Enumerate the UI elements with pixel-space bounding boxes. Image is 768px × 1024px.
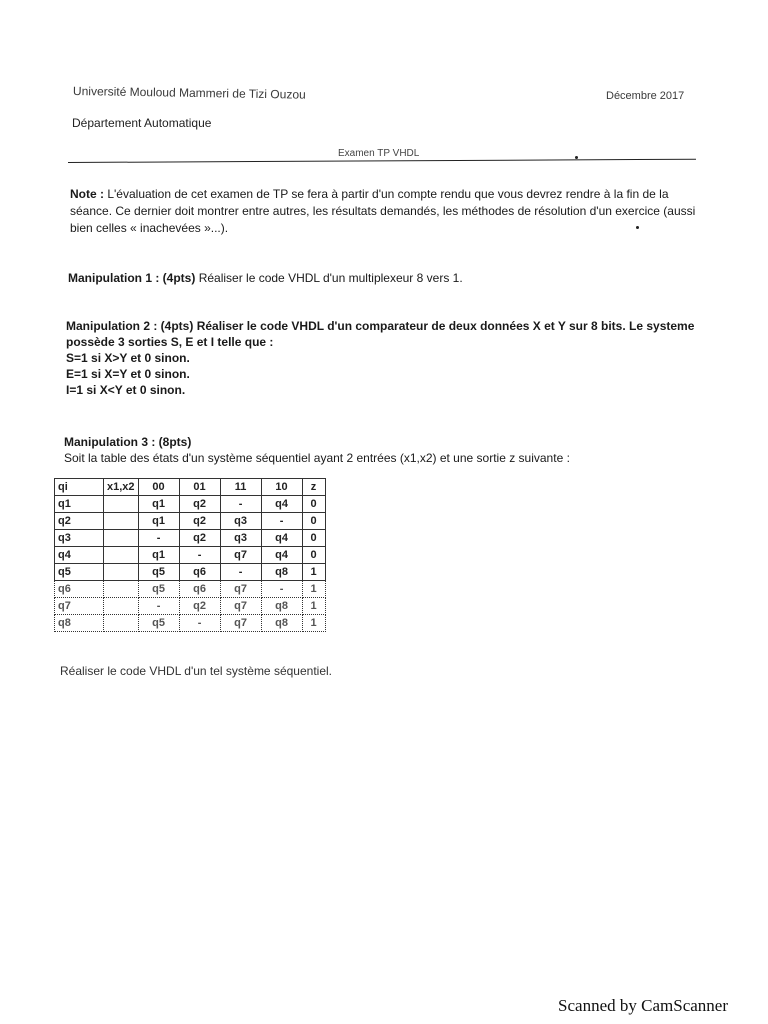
table-cell <box>104 598 139 615</box>
table-cell: q4 <box>261 530 302 547</box>
table-cell: 1 <box>302 581 325 598</box>
university-name: Université Mouloud Mammeri de Tizi Ouzou <box>72 84 306 102</box>
table-cell: - <box>261 513 302 530</box>
table-cell: q7 <box>55 598 104 615</box>
exam-date: Décembre 2017 <box>606 90 685 102</box>
manipulation-3 <box>64 434 704 466</box>
scan-speck <box>575 156 578 159</box>
table-cell: q2 <box>55 513 104 530</box>
table-cell: - <box>179 615 220 632</box>
manip2-conditions <box>66 350 706 398</box>
table-row <box>55 513 326 530</box>
department-name: Département Automatique <box>72 116 212 130</box>
table-cell: q6 <box>179 581 220 598</box>
header-cell: 11 <box>220 479 261 496</box>
table-cell <box>104 530 139 547</box>
header-divider <box>68 159 696 163</box>
table-cell: - <box>138 598 179 615</box>
manip3-text: Soit la table des états d'un système séquentiel ayant 2 entrées (x1,x2) et une sortie z suivante : <box>64 451 570 465</box>
manip2-label: Manipulation 2 : (4pts) <box>66 319 194 333</box>
table-row <box>55 598 326 615</box>
table-cell: q2 <box>179 598 220 615</box>
table-cell: q4 <box>261 547 302 564</box>
table-cell <box>104 513 139 530</box>
condition-line: I=1 si X<Y et 0 sinon. <box>66 383 186 397</box>
table-row <box>55 615 326 632</box>
table-cell: q6 <box>179 564 220 581</box>
exam-title: Examen TP VHDL <box>338 148 420 159</box>
table-cell: 0 <box>302 530 325 547</box>
table-cell: q1 <box>138 547 179 564</box>
table-cell: 0 <box>302 496 325 513</box>
manipulation-1 <box>68 270 698 286</box>
table-cell: - <box>261 581 302 598</box>
table-cell: q7 <box>220 615 261 632</box>
manip1-text: Réaliser le code VHDL d'un multiplexeur 8 vers 1. <box>198 271 463 285</box>
manip1-label: Manipulation 1 : (4pts) <box>68 271 196 285</box>
table-cell: q4 <box>55 547 104 564</box>
table-cell: q3 <box>55 530 104 547</box>
header-cell: 00 <box>138 479 179 496</box>
table-row <box>55 496 326 513</box>
header-cell: 01 <box>179 479 220 496</box>
table-cell: q7 <box>220 598 261 615</box>
table-cell: 0 <box>302 513 325 530</box>
table-header-row <box>55 479 326 496</box>
table-cell: q5 <box>138 581 179 598</box>
table-row <box>55 530 326 547</box>
table-cell <box>104 615 139 632</box>
manip3-label: Manipulation 3 : (8pts) <box>64 435 192 449</box>
table-cell: q4 <box>261 496 302 513</box>
table-cell: q8 <box>261 564 302 581</box>
note-label: Note : <box>70 187 104 201</box>
table-cell: - <box>179 547 220 564</box>
table-cell: q2 <box>179 513 220 530</box>
note-text: L'évaluation de cet examen de TP se fera à partir d'un compte rendu que vous devrez rendre à la fin de la séance. Ce dernier doit montrer entre autres, les résultats demandés, les méthodes de résolution d'un exercice (aussi bien celles « inachevées »...). <box>70 187 696 235</box>
header-cell: z <box>302 479 325 496</box>
table-cell: q2 <box>179 496 220 513</box>
table-cell <box>104 547 139 564</box>
table-cell: q7 <box>220 581 261 598</box>
table-cell: q8 <box>55 615 104 632</box>
condition-line: S=1 si X>Y et 0 sinon. <box>66 351 190 365</box>
manip2-text: Réaliser le code VHDL d'un comparateur de deux données X et Y sur 8 bits. Le systeme possède 3 sorties S, E et I telle que : <box>66 319 695 349</box>
table-cell: q3 <box>220 513 261 530</box>
table-cell: q5 <box>138 615 179 632</box>
note-paragraph <box>70 186 700 237</box>
table-cell <box>104 496 139 513</box>
table-cell: q5 <box>55 564 104 581</box>
table-cell: q2 <box>179 530 220 547</box>
header-cell: x1,x2 <box>104 479 139 496</box>
table-row <box>55 547 326 564</box>
state-table <box>54 478 326 632</box>
table-cell: 1 <box>302 564 325 581</box>
table-cell: q5 <box>138 564 179 581</box>
table-row <box>55 581 326 598</box>
table-cell: 1 <box>302 598 325 615</box>
header-cell: qi <box>55 479 104 496</box>
table-cell <box>104 581 139 598</box>
table-cell: q6 <box>55 581 104 598</box>
table-cell: q1 <box>55 496 104 513</box>
table-cell: - <box>138 530 179 547</box>
table-cell: q3 <box>220 530 261 547</box>
closing-instruction: Réaliser le code VHDL d'un tel système séquentiel. <box>60 664 332 678</box>
manipulation-2 <box>66 318 706 398</box>
table-cell: q1 <box>138 496 179 513</box>
table-cell: q8 <box>261 598 302 615</box>
condition-line: E=1 si X=Y et 0 sinon. <box>66 367 190 381</box>
table-row <box>55 564 326 581</box>
table-cell: 1 <box>302 615 325 632</box>
table-cell: - <box>220 496 261 513</box>
table-cell: - <box>220 564 261 581</box>
table-cell: q8 <box>261 615 302 632</box>
table-cell: q1 <box>138 513 179 530</box>
camscanner-watermark: Scanned by CamScanner <box>558 996 728 1015</box>
table-cell: 0 <box>302 547 325 564</box>
table-cell: q7 <box>220 547 261 564</box>
header-cell: 10 <box>261 479 302 496</box>
table-cell <box>104 564 139 581</box>
